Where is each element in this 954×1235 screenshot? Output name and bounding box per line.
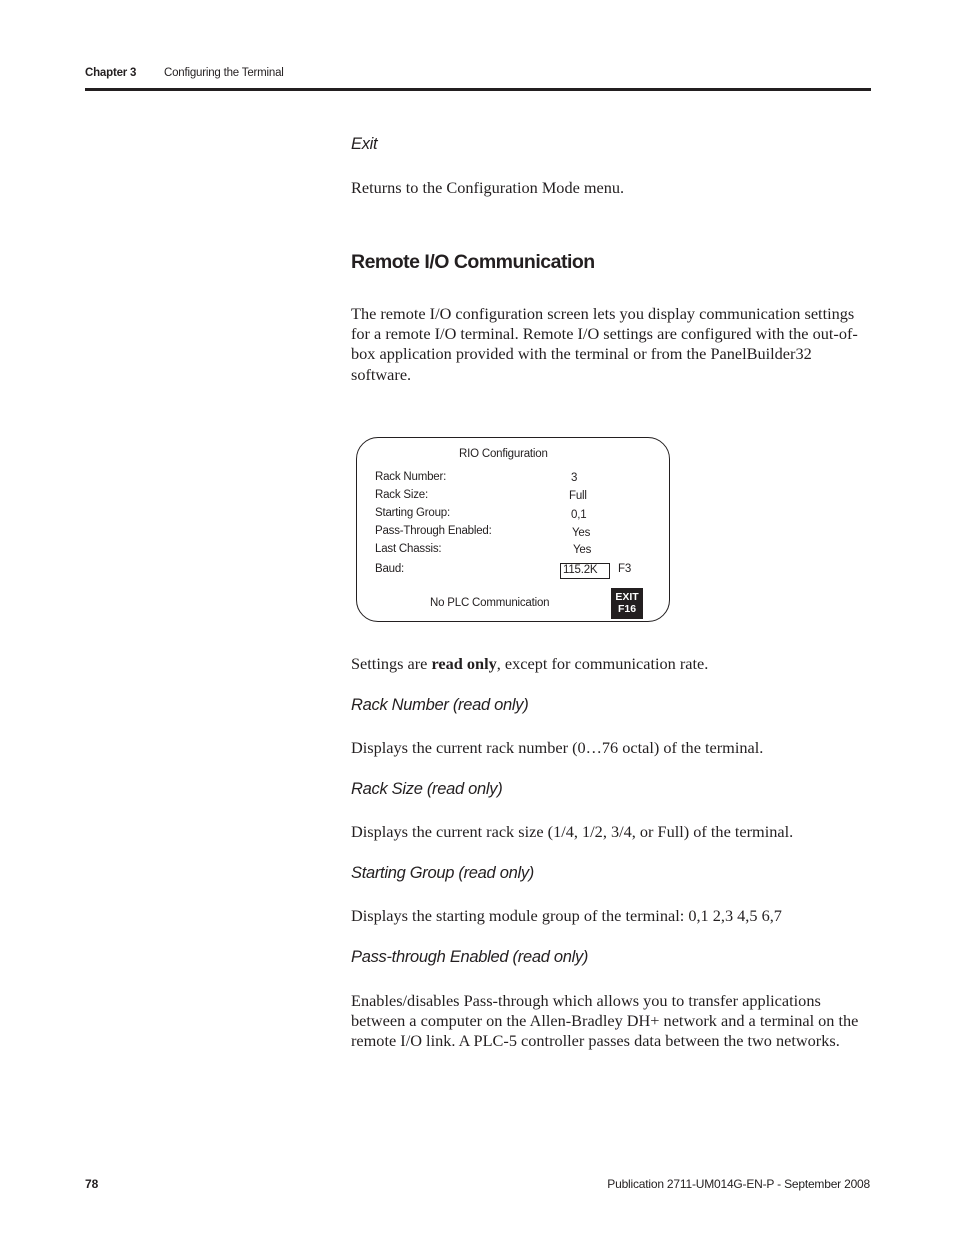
settings-note-prefix: Settings are — [351, 654, 432, 673]
rio-value-last-chassis: Yes — [573, 544, 592, 556]
rack-number-subheading: Rack Number (read only) — [351, 696, 529, 714]
baud-rate-field[interactable] — [560, 563, 610, 579]
rio-label-last-chassis: Last Chassis: — [375, 543, 442, 555]
rio-label-baud: Baud: — [375, 563, 405, 575]
publication-info: Publication 2711-UM014G-EN-P - September 2008 — [607, 1177, 870, 1191]
rio-value-pass-through: Yes — [572, 527, 591, 539]
exit-subheading: Exit — [351, 135, 378, 153]
starting-group-description: Displays the starting module group of the terminal: 0,1 2,3 4,5 6,7 — [351, 906, 782, 925]
rack-size-description: Displays the current rack size (1/4, 1/2, 3/4, or Full) of the terminal. — [351, 822, 794, 841]
rio-configuration-screen — [356, 437, 670, 622]
rio-screen-title: RIO Configuration — [459, 448, 548, 460]
rio-value-starting-group: 0,1 — [571, 509, 587, 521]
baud-function-key: F3 — [618, 563, 632, 575]
rio-label-rack-number: Rack Number: — [375, 471, 447, 483]
pass-through-description: Enables/disables Pass-through which allows you to transfer applications between a computer on the Allen-Bradley DH+ network and a terminal on the remote I/O link. A PLC-5 controller passes data between the two networks. — [351, 991, 859, 1051]
settings-note-bold: read only — [431, 654, 497, 673]
plc-status-text: No PLC Communication — [430, 597, 550, 609]
settings-note — [351, 654, 881, 674]
section-heading: Remote I/O Communication — [351, 251, 595, 273]
section-intro: The remote I/O configuration screen lets you display communication settings for a remote I/O terminal. Remote I/O settings are configured with the out-of-box application provided with the terminal or from the PanelBuilder32 software. — [351, 304, 858, 384]
starting-group-subheading: Starting Group (read only) — [351, 864, 534, 882]
rio-label-pass-through: Pass-Through Enabled: — [375, 525, 492, 537]
rio-label-rack-size: Rack Size: — [375, 489, 428, 501]
chapter-title: Configuring the Terminal — [164, 67, 284, 79]
rack-number-description: Displays the current rack number (0…76 octal) of the terminal. — [351, 738, 764, 757]
settings-note-suffix: , except for communication rate. — [496, 654, 709, 673]
exit-f16-button[interactable] — [611, 588, 643, 619]
exit-button-label: EXIT — [615, 591, 639, 603]
header-divider — [85, 88, 871, 91]
exit-description: Returns to the Configuration Mode menu. — [351, 178, 625, 197]
rio-value-rack-size: Full — [569, 490, 587, 502]
rio-value-rack-number: 3 — [571, 472, 578, 484]
chapter-label: Chapter 3 — [85, 67, 137, 79]
rack-size-subheading: Rack Size (read only) — [351, 780, 503, 798]
page-number: 78 — [85, 1177, 99, 1191]
exit-button-key: F16 — [617, 603, 637, 615]
rio-value-baud: 115.2K — [563, 564, 598, 576]
rio-label-starting-group: Starting Group: — [375, 507, 450, 519]
pass-through-subheading: Pass-through Enabled (read only) — [351, 948, 589, 966]
